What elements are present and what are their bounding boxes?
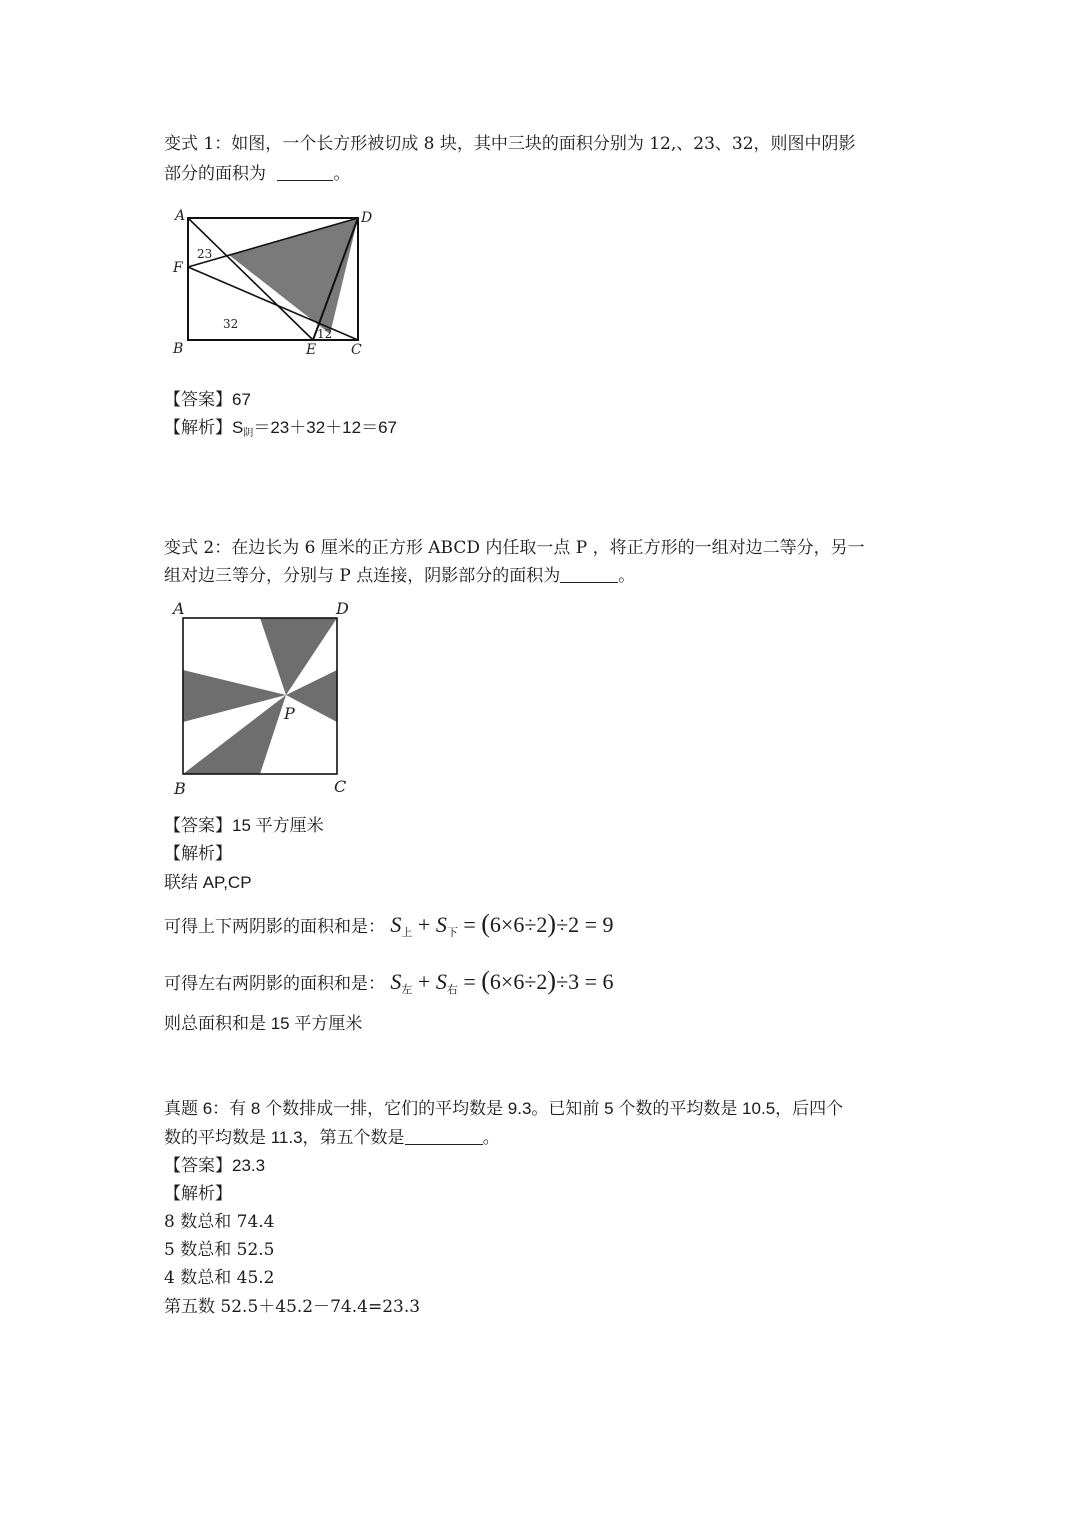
v2-eq1-formula	[390, 909, 614, 939]
eq-symbol: S	[390, 969, 402, 994]
eq-paren: )	[547, 909, 557, 938]
eq-paren: (	[481, 909, 490, 938]
v2-label-B: B	[174, 779, 186, 798]
q6-step: 8 数总和 74.4	[164, 1212, 275, 1232]
eq-operator: =	[457, 912, 482, 937]
v1-label-C: C	[351, 342, 362, 358]
v2-question-line2	[164, 564, 635, 588]
v1-question-text: 部分的面积为	[164, 164, 266, 184]
v1-question-end: 。	[333, 164, 351, 184]
q6-step: 第五数 52.5＋45.2－74.4=23.3	[164, 1297, 421, 1317]
eq-paren: (	[481, 966, 490, 995]
v2-analysis-heading: 【解析】	[164, 844, 232, 863]
v1-rectangle-figure	[168, 206, 383, 361]
v2-answer: 【答案】15 平方厘米	[164, 816, 324, 835]
eq-operator: =	[457, 969, 482, 994]
v2-equation-1	[164, 908, 614, 949]
v2-equation-2	[164, 965, 614, 1006]
eq-inner: 6×6÷2	[489, 969, 548, 994]
v1-area-23: 23	[197, 247, 213, 261]
eq-paren: )	[547, 966, 557, 995]
eq-operator: +	[412, 969, 436, 994]
eq-symbol: S	[390, 912, 402, 937]
eq-result: ÷2 = 9	[556, 912, 614, 937]
v2-label-D: D	[336, 599, 349, 618]
q6-step: 5 数总和 52.5	[164, 1240, 275, 1260]
v1-label-A: A	[175, 208, 186, 224]
v1-label-E: E	[306, 342, 317, 358]
q6-question-line2	[164, 1126, 500, 1150]
v1-analysis	[164, 416, 397, 446]
v2-question-end: 。	[618, 566, 636, 586]
v1-label-F: F	[173, 260, 183, 276]
v2-connect-step: 联结 AP,CP	[164, 873, 252, 892]
v1-answer: 【答案】67	[164, 390, 251, 409]
v2-eq2-formula	[390, 966, 614, 996]
q6-question-end: 。	[482, 1128, 500, 1147]
eq-operator: +	[412, 912, 436, 937]
eq-subscript: 左	[401, 983, 413, 996]
eq-result: ÷3 = 6	[556, 969, 614, 994]
v1-analysis-subscript: 阴	[243, 428, 254, 439]
answer-blank	[405, 1128, 483, 1145]
v2-total: 则总面积和是 15 平方厘米	[164, 1014, 363, 1033]
v1-question-line2	[164, 162, 350, 186]
eq-subscript: 上	[401, 926, 413, 939]
v2-eq2-prefix: 可得左右两阴影的面积和是：	[164, 974, 385, 993]
q6-analysis-heading: 【解析】	[164, 1184, 232, 1203]
v1-analysis-prefix: 【解析】S	[164, 418, 244, 437]
v2-label-A: A	[173, 599, 185, 618]
answer-blank	[277, 164, 333, 181]
v2-question-text: 组对边三等分，分别与 P 点连接，阴影部分的面积为	[164, 566, 561, 586]
v2-label-P: P	[284, 704, 295, 723]
v1-analysis-formula: ＝23＋32＋12＝67	[253, 418, 397, 437]
q6-question-line1: 真题 6：有 8 个数排成一排，它们的平均数是 9.3。已知前 5 个数的平均数是 10.5，后四个	[164, 1099, 844, 1118]
v1-label-D: D	[361, 210, 373, 226]
eq-symbol: S	[435, 912, 447, 937]
eq-subscript: 右	[446, 983, 458, 996]
q6-step: 4 数总和 45.2	[164, 1268, 275, 1288]
eq-symbol: S	[435, 969, 447, 994]
v1-area-32: 32	[223, 317, 239, 331]
answer-blank	[560, 566, 618, 583]
v2-label-C: C	[334, 777, 347, 796]
v1-label-B: B	[173, 341, 184, 357]
eq-inner: 6×6÷2	[489, 912, 548, 937]
eq-subscript: 下	[446, 926, 458, 939]
v2-eq1-prefix: 可得上下两阴影的面积和是：	[164, 917, 385, 936]
v1-question-line1: 变式 1：如图，一个长方形被切成 8 块，其中三块的面积分别为 12,、23、32，则图中阴影	[164, 134, 856, 154]
q6-question-text: 数的平均数是 11.3，第五个数是	[164, 1128, 405, 1147]
v2-square-figure	[168, 598, 368, 802]
v1-area-12: 12	[317, 327, 333, 341]
v2-question-line1: 变式 2：在边长为 6 厘米的正方形 ABCD 内任取一点 P ，将正方形的一组对边二等分，另一	[164, 538, 865, 558]
q6-answer: 【答案】23.3	[164, 1156, 266, 1175]
